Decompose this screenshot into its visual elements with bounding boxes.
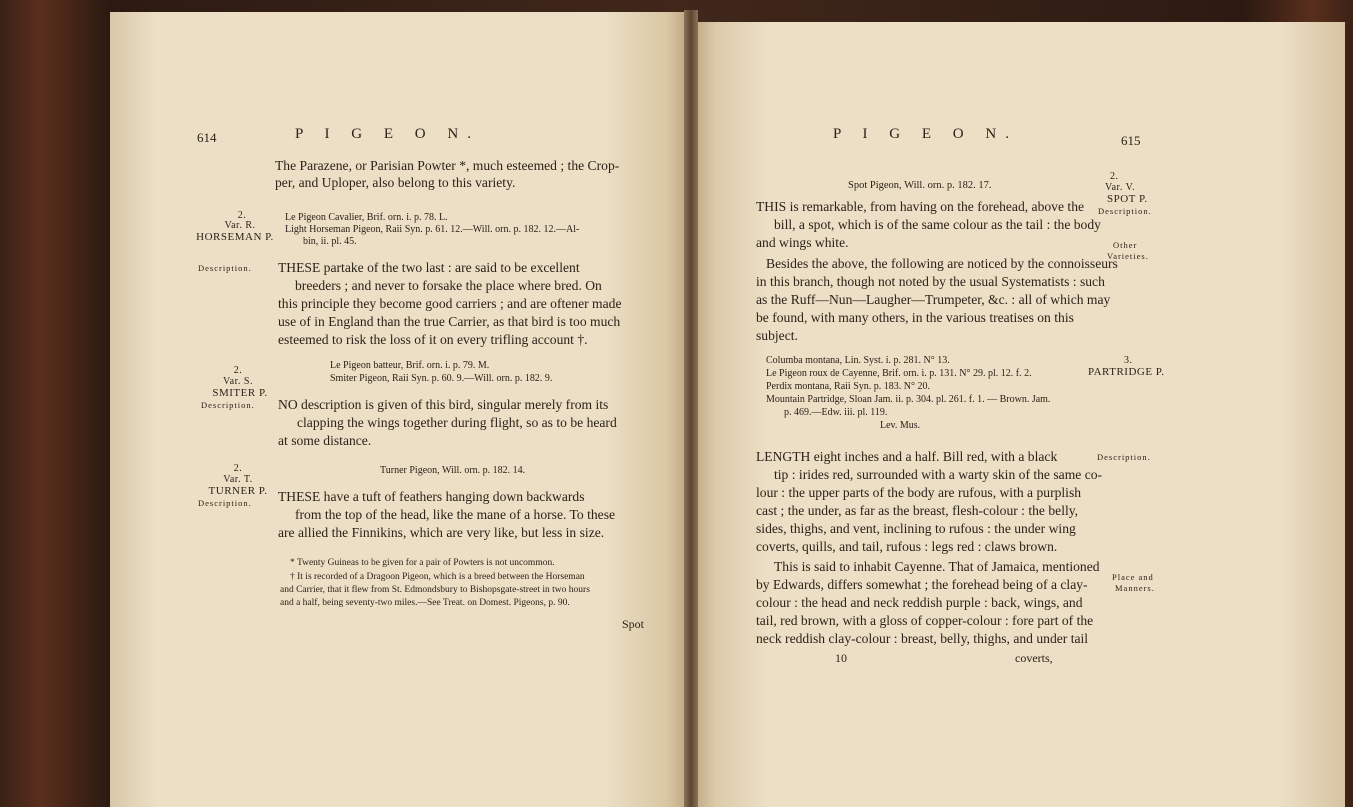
partridge-citation-2: Le Pigeon roux de Cayenne, Brif. orn. i. p. 131. N° 29. pl. 12. f. 2. [766, 368, 1032, 379]
var-r-citation-2: Light Horseman Pigeon, Raii Syn. p. 61. 12.—Will. orn. p. 182. 12.—Al- [285, 224, 580, 235]
var-s-citation-1: Le Pigeon batteur, Brif. orn. i. p. 79. M. [330, 360, 490, 371]
smiter-line-2: clapping the wings together during flight, so as to be heard [297, 415, 617, 430]
var-t-label: Var. T. [223, 474, 253, 485]
turner-line-3: are allied the Finnikins, which are very like, but less in size. [278, 525, 605, 540]
length-line-1: LENGTH eight inches and a half. Bill red, with a black [756, 449, 1058, 464]
horseman-line-4: use of in England than the true Carrier, as that bird is too much [278, 314, 621, 329]
left-catchword: Spot [622, 617, 645, 631]
footnote-1: * Twenty Guineas to be given for a pair of Powters is not uncommon. [290, 558, 555, 568]
other-varieties-label-2: Varieties. [1107, 251, 1149, 261]
var-v-number: 2. [1110, 171, 1119, 182]
right-page-number: 615 [1121, 133, 1141, 148]
other-line-1: Besides the above, the following are noticed by the connoisseurs [766, 256, 1118, 271]
var-r-citation-3: bin, ii. pl. 45. [303, 236, 357, 247]
partridge-citation-5: p. 469.—Edw. iii. pl. 119. [784, 407, 888, 418]
right-running-head: P I G E O N. [833, 126, 1018, 142]
description-label-turner: Description. [198, 498, 252, 508]
length-line-2: tip : irides red, surrounded with a warty skin of the same co- [774, 467, 1103, 482]
footnote-3: and Carrier, that it flew from St. Edmondsbury to Bishopsgate-street in two hours [280, 585, 590, 595]
turner-line-1: THESE have a tuft of feathers hanging down backwards [278, 489, 585, 504]
spot-line-1: THIS is remarkable, from having on the forehead, above the [756, 199, 1085, 214]
turner-line-2: from the top of the head, like the mane of a horse. To these [295, 507, 616, 522]
var-r-citation-1: Le Pigeon Cavalier, Brif. orn. i. p. 78. L. [285, 212, 448, 223]
var-r-label: Var. R. [224, 220, 256, 231]
place-line-3: colour : the head and neck reddish purple : back, wings, and [756, 595, 1083, 610]
horseman-line-3: this principle they become good carriers ; and are oftener made [278, 296, 622, 311]
var-s-number: 2. [233, 365, 243, 376]
var-t-name: TURNER P. [208, 485, 268, 497]
description-label-smiter: Description. [201, 400, 255, 410]
var-r-number: 2. [237, 210, 247, 221]
place-line-2: by Edwards, differs somewhat ; the forehead being of a clay- [756, 577, 1088, 592]
place-manners-label-1: Place and [1112, 572, 1154, 582]
var-r-name: HORSEMAN P. [196, 231, 274, 243]
right-catchword: coverts, [1015, 651, 1053, 665]
other-line-3: as the Ruff—Nun—Laugher—Trumpeter, &c. : all of which may [756, 292, 1111, 307]
spot-line-2: bill, a spot, which is of the same colour as the tail : the body [774, 217, 1101, 232]
parazene-line-1: The Parazene, or Parisian Powter *, much esteemed ; the Crop- [275, 158, 620, 173]
left-running-head: P I G E O N. [295, 126, 480, 142]
var-s-name: SMITER P. [212, 387, 268, 399]
smiter-line-3: at some distance. [278, 433, 372, 448]
horseman-line-2: breeders ; and never to forsake the place where bred. On [295, 278, 602, 293]
length-line-6: coverts, quills, and tail, rufous : legs red : claws brown. [756, 539, 1058, 554]
other-varieties-label-1: Other [1113, 240, 1138, 250]
length-line-3: lour : the upper parts of the body are rufous, with a purplish [756, 485, 1082, 500]
spot-line-3: and wings white. [756, 235, 849, 250]
description-label-spot: Description. [1098, 206, 1152, 216]
spot-citation: Spot Pigeon, Will. orn. p. 182. 17. [848, 180, 992, 191]
description-label-partridge: Description. [1097, 452, 1151, 462]
parazene-line-2: per, and Uploper, also belong to this variety. [275, 175, 516, 190]
footnote-2: † It is recorded of a Dragoon Pigeon, which is a breed between the Horseman [290, 572, 585, 582]
book-gutter [684, 10, 698, 807]
description-label-horseman: Description. [198, 263, 252, 273]
place-line-1: This is said to inhabit Cayenne. That of Jamaica, mentioned [774, 559, 1100, 574]
partridge-name: PARTRIDGE P. [1088, 366, 1165, 378]
left-page-number: 614 [197, 130, 217, 145]
footnote-4: and a half, being seventy-two miles.—See Treat. on Domest. Pigeons, p. 90. [280, 598, 570, 608]
partridge-citation-6: Lev. Mus. [880, 420, 921, 431]
horseman-line-5: esteemed to risk the loss of it on every trifling account †. [278, 332, 588, 347]
length-line-4: cast ; the under, as far as the breast, flesh-colour : the belly, [756, 503, 1079, 518]
var-s-citation-2: Smiter Pigeon, Raii Syn. p. 60. 9.—Will. orn. p. 182. 9. [330, 373, 553, 384]
other-line-4: be found, with many others, in the various treatises on this [756, 310, 1074, 325]
place-line-5: neck reddish clay-colour : breast, belly, thighs, and under tail [756, 631, 1089, 646]
signature-mark: 10 [835, 651, 847, 665]
var-s-label: Var. S. [223, 376, 253, 387]
smiter-line-1: NO description is given of this bird, singular merely from its [278, 397, 609, 412]
place-line-4: tail, red brown, with a gloss of copper-colour : fore part of the [756, 613, 1094, 628]
var-v-name: SPOT P. [1107, 193, 1148, 205]
other-line-2: in this branch, though not noted by the usual Systematists : such [756, 274, 1105, 289]
partridge-number: 3. [1124, 355, 1133, 366]
var-t-citation: Turner Pigeon, Will. orn. p. 182. 14. [380, 465, 526, 476]
length-line-5: sides, thighs, and vent, inclining to rufous : the under wing [756, 521, 1076, 536]
place-manners-label-2: Manners. [1115, 583, 1155, 593]
partridge-citation-3: Perdix montana, Raii Syn. p. 183. N° 20. [766, 381, 930, 392]
var-t-number: 2. [233, 463, 243, 474]
horseman-line-1: THESE partake of the two last : are said to be excellent [278, 260, 580, 275]
other-line-5: subject. [756, 328, 798, 343]
partridge-citation-4: Mountain Partridge, Sloan Jam. ii. p. 304. pl. 261. f. 1. — Brown. Jam. [766, 394, 1051, 405]
var-v-label: Var. V. [1105, 182, 1136, 193]
partridge-citation-1: Columba montana, Lin. Syst. i. p. 281. N° 13. [766, 355, 950, 366]
